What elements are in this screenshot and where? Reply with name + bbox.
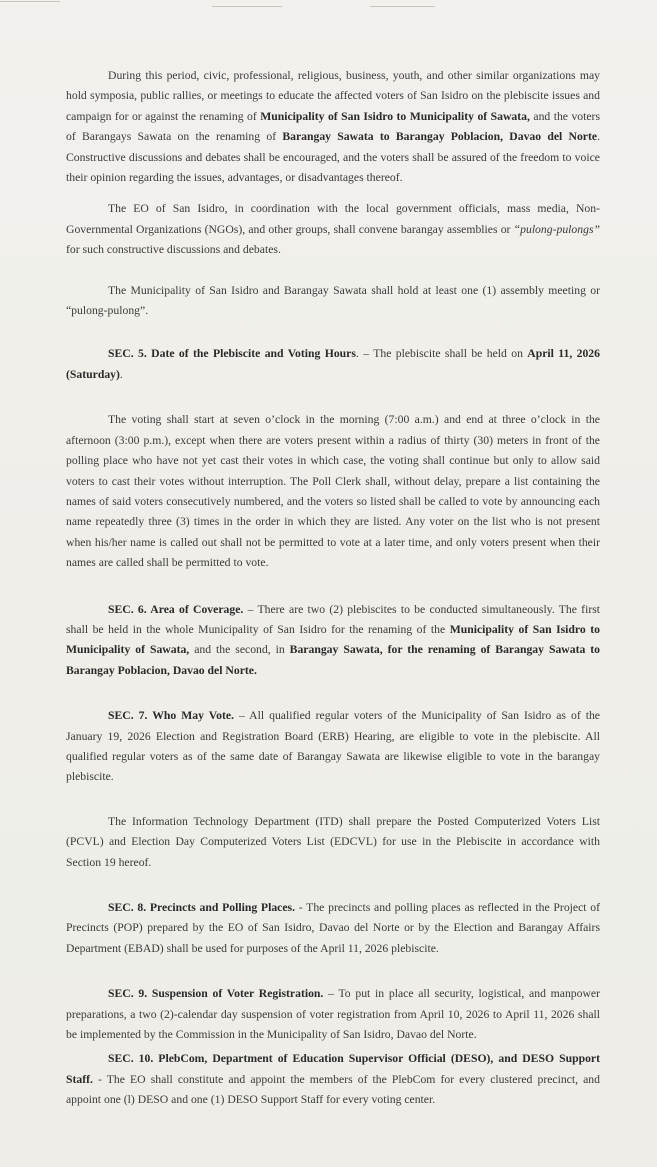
p6-bold-1: Municipality of San Isidro to Municipality of Sawata,	[66, 622, 600, 657]
p1-text-1: During this period, civic, professional, religious, business, youth, and other similar organizations may hold symposia, public rallies, or meetings to educate the affected voters of San Isidro on the plebiscite issues and campaign for or against the renaming of	[66, 69, 600, 123]
p1-bold-2: Barangay Sawata to Barangay Poblacion, Davao del Norte	[282, 130, 598, 144]
paragraph-campaign-period	[66, 66, 600, 188]
p2-italic-1: “pulong-pulongs”	[513, 222, 600, 236]
p4-text-2: .	[119, 367, 123, 381]
p4-bold-date: April 11, 2026 (Saturday)	[66, 347, 600, 381]
section-7-who-may-vote	[66, 706, 600, 788]
paragraph-assembly-meeting	[66, 281, 600, 322]
scan-top-line-left	[0, 1, 60, 2]
p8-text-1: The Information Technology Department (ITD) shall prepare the Posted Computerized Voters List (PCVL) and Election Day Computerized Voters List (EDCVL) for use in the Plebiscite in accordance with Section 19 hereof.	[66, 814, 600, 869]
p11-text-1: - The EO shall constitute and appoint the members of the PlebCom for every clustered precinct, and appoint one (l) DESO and one (1) DESO Support Staff for every voting center.	[66, 1072, 600, 1107]
document-body	[66, 66, 600, 1111]
sec10-heading: SEC. 10. PlebCom, Department of Education Supervisor Official (DESO), and DESO Support Staff.	[66, 1052, 600, 1086]
section-6-area-of-coverage	[66, 600, 600, 682]
p6-bold-2: Barangay Sawata, for the renaming of Barangay Sawata to Barangay Poblacion, Davao del Norte.	[66, 643, 601, 677]
p9-text-1: - The precincts and polling places as reflected in the Project of Precincts (POP) prepared by the EO of San Isidro, Davao del Norte or by the Election and Barangay Affairs Department (EBAD) shall be used for purposes of the April 11, 2026 plebiscite.	[66, 901, 601, 955]
scan-top-line-center	[212, 6, 282, 7]
p6-text-2: and the second, in	[189, 643, 290, 657]
sec8-heading: SEC. 8. Precincts and Polling Places.	[108, 901, 296, 914]
paragraph-voting-hours	[66, 410, 600, 573]
p3-text-1: The Municipality of San Isidro and Barangay Sawata shall hold at least one (1) assembly meeting or “pulong-pulong”.	[66, 283, 600, 318]
p1-text-3: . Constructive discussions and debates shall be encouraged, and the voters shall be assured of the freedom to voice their opinion regarding the issues, advantages, or disadvantages thereof.	[66, 130, 601, 185]
sec5-heading: SEC. 5. Date of the Plebiscite and Voting Hours	[108, 347, 356, 361]
p6-text-1: – There are two (2) plebiscites to be conducted simultaneously. The first shall be held in the whole Municipality of San Isidro for the renaming of the	[66, 602, 601, 636]
p2-text-2: for such constructive discussions and debates.	[66, 243, 281, 257]
section-9-suspension	[66, 984, 600, 1045]
section-5-date-of-plebiscite	[66, 344, 600, 385]
p10-text-1: – To put in place all security, logistical, and manpower preparations, a two (2)-calendar day suspension of voter registration from April 10, 2026 to April 11, 2026 shall be implemented by the Commission in the Municipality of San Isidro, Davao del Norte.	[66, 987, 600, 1042]
scan-top-line-right	[370, 6, 435, 7]
sec6-heading: SEC. 6. Area of Coverage.	[108, 602, 244, 616]
section-8-precincts	[66, 898, 600, 959]
paragraph-voters-list	[66, 812, 600, 873]
sec7-heading: SEC. 7. Who May Vote.	[108, 709, 234, 723]
sec9-heading: SEC. 9. Suspension of Voter Registration.	[108, 987, 324, 1001]
p7-text-1: – All qualified regular voters of the Municipality of San Isidro as of the January 19, 2026 Election and Registration Board (ERB) Hearing, are eligible to vote in the plebiscite. All qualified regular voters as of the same date of Barangay Sawata are likewise eligible to vote in the barangay plebiscite.	[66, 709, 600, 784]
p2-text-1: The EO of San Isidro, in coordination with the local government officials, mass media, Non-Governmental Organizations (NGOs), and other groups, shall convene barangay assemblies or	[66, 202, 600, 236]
p5-text-1: The voting shall start at seven o’clock in the morning (7:00 a.m.) and end at three o’clock in the afternoon (3:00 p.m.), except when there are voters present within a radius of thirty (30) meters in front of the polling place who have not yet cast their votes in which case, the voting shall continue but only to allow said voters to cast their votes without interruption. The Poll Clerk shall, without delay, prepare a list containing the names of said voters consecutively numbered, and the voters so listed shall be called to vote by announcing each name repeatedly three (3) times in the order in which they are listed. Any voter on the list who is not present when his/her name is called out shall not be permitted to vote at a later time, and only voters present when their names are called shall be permitted to vote.	[66, 413, 600, 570]
p1-bold-1: Municipality of San Isidro to Municipality of Sawata,	[260, 109, 530, 123]
p4-text-1: . – The plebiscite shall be held on	[355, 347, 528, 361]
paragraph-barangay-assemblies	[66, 199, 600, 260]
section-10-plebcom	[66, 1049, 600, 1110]
p1-text-2: and the voters of Barangays Sawata on the renaming of	[66, 109, 601, 144]
